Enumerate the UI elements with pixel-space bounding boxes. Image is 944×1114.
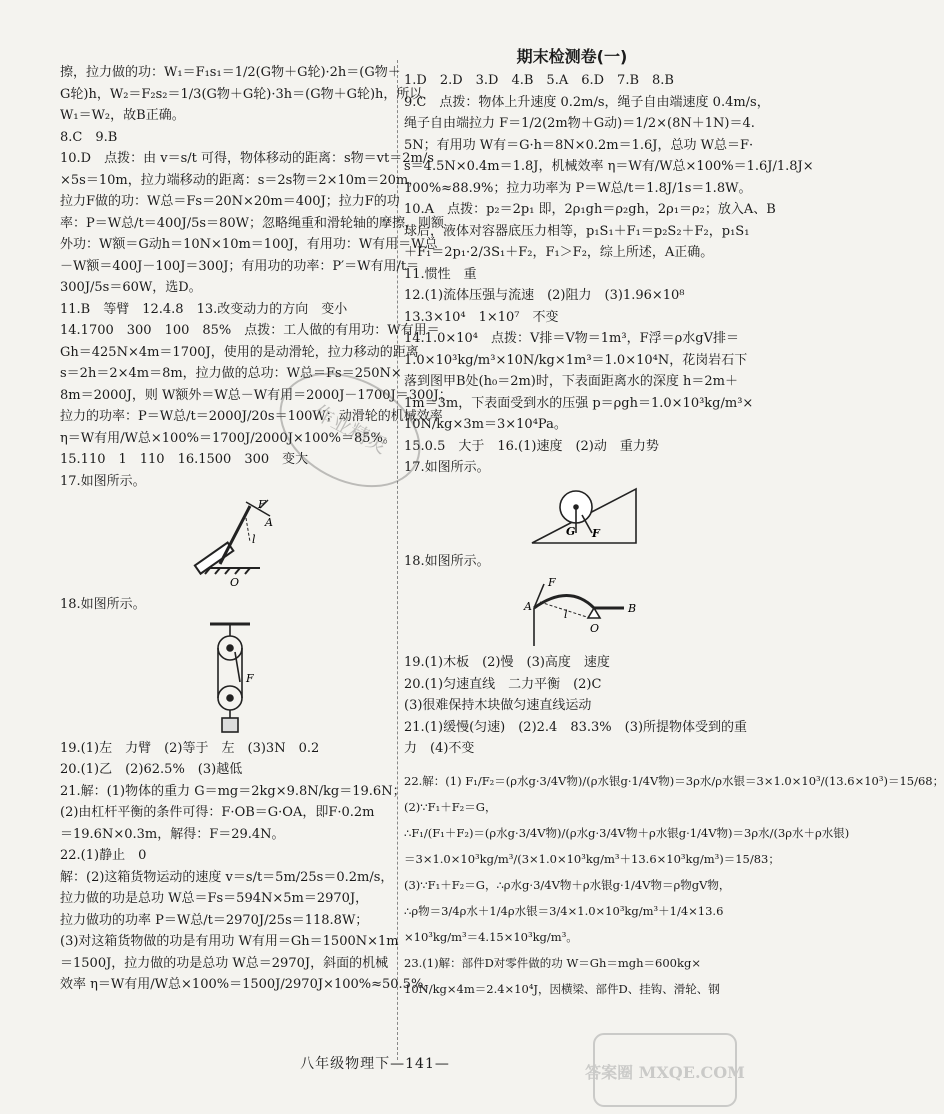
equation-line: (2)∵F₁＋F₂＝G， [404, 799, 497, 814]
text-line: 1m＝3m，下表面受到水的压强 p＝ρgh＝1.0×10³kg/m³× [404, 395, 754, 411]
text-line: 绳子自由端拉力 F＝1/2(2m物＋G动)＝1/2×(8N＋1N)＝4. [404, 116, 755, 131]
equation-line: 22.解：(1) F₁/F₂＝(ρ水g·3/4V物)/(ρ水银g·1/4V物)＝3ρ水/ρ水银＝3×1.0×10³/(13.6×10³)＝15/68； [404, 773, 944, 788]
equation-line: ＝3×1.0×10³kg/m³/(3×1.0×10³kg/m³＋13.6×10³kg/m³)＝15/83； [404, 851, 780, 866]
text-line: 1.D 2.D 3.D 4.B 5.A 6.D 7.B 8.B [404, 73, 674, 88]
text-line: 20.(1)乙 (2)62.5% (3)越低 [60, 762, 243, 777]
text-line: 外功：W额＝G动h＝10N×10m＝100J，有用功：W有用＝W总 [60, 237, 438, 252]
text-line: 14.1700 300 100 85% 点拨：工人做的有用功：W有用＝ [60, 323, 440, 338]
text-line: 1.0×10³kg/m³×10N/kg×1m³＝1.0×10⁴N，花岗岩石下 [404, 352, 748, 368]
stamp-text: 作业精灵 [309, 399, 392, 459]
right-text-block [404, 70, 814, 479]
text-line: 10.D 点拨：由 v＝s/t 可得，物体移动的距离：s物＝vt＝2m/s [60, 151, 434, 166]
text-line: 300J/5s＝60W，选D。 [60, 280, 202, 295]
label-A: A [265, 516, 273, 529]
text-line: (3)对这箱货物做的功是有用功 W有用＝Gh＝1500N×1m [60, 934, 399, 949]
text-line: η＝W有用/W总×100%＝1700J/2000J×100%＝85%。 [60, 430, 396, 446]
text-line: 力 (4)不变 [404, 741, 475, 756]
right-column [404, 44, 944, 1002]
section-title: 期末检测卷(一) [516, 47, 628, 66]
equation-line: 10N/kg×4m＝2.4×10⁴J，因横梁、部件D、挂钩、滑轮、钢 [404, 981, 720, 996]
label-A: A [524, 600, 532, 613]
label-F: F [258, 498, 266, 511]
left-text-block-2 [60, 738, 437, 996]
text-line: 擦，拉力做的功：W₁＝F₁s₁＝1/2(G物＋G轮)·2h＝(G物＋ [60, 65, 401, 80]
text-line: 17.如图所示。 [60, 473, 146, 489]
text-line: ＝1500J，拉力做的功是总功 W总＝2970J，斜面的机械 [60, 955, 389, 971]
lever-diagram-right18 [404, 578, 740, 648]
text-line: 效率 η＝W有用/W总×100%＝1500J/2970J×100%≈50.5%。 [60, 977, 437, 992]
label-l: l [564, 608, 568, 621]
text-line: 率：P＝W总/t＝400J/5s＝80W；忽略绳重和滑轮轴的摩擦，则额 [60, 215, 444, 231]
equation-line: ∴ρ物＝3/4ρ水＋1/4ρ水银＝3/4×1.0×10³kg/m³＋1/4×13.6 [404, 903, 724, 918]
text-line: 14.1.0×10⁴ 点拨：V排＝V物＝1m³，F浮＝ρ水gV排＝ [404, 331, 739, 346]
text-line: 拉力做的功是总功 W总＝Fs＝594N×5m＝2970J， [60, 891, 369, 906]
text-line: W₁＝W₂，故B正确。 [60, 108, 185, 123]
equation-line: ∴F₁/(F₁＋F₂)＝(ρ水g·3/4V物)/(ρ水g·3/4V物＋ρ水银g·1/4V物)＝3ρ水/(3ρ水＋ρ水银) [404, 825, 850, 840]
text-line: 100%≈88.9%；拉力功率为 P＝W总/t＝1.8J/1s＝1.8W。 [404, 180, 752, 196]
text-line: 19.(1)左 力臂 (2)等于 左 (3)3N 0.2 [60, 740, 320, 756]
text-line: －W额＝400J－100J＝300J；有用功的功率：P′＝W有用/t＝ [60, 258, 420, 274]
label-G: G [566, 524, 576, 538]
equation-line: 23.(1)解：部件D对零件做的功 W＝Gh＝mgh＝600kg× [404, 955, 701, 970]
text-line: 11.惯性 重 [404, 266, 477, 282]
text-line: 15.110 1 110 16.1500 300 变大 [60, 452, 309, 467]
text-line: 5N；有用功 W有＝G·h＝8N×0.2m＝1.6J，总功 W总＝F· [404, 137, 754, 153]
text-line: 17.如图所示。 [404, 460, 490, 475]
text-line: 拉力的功率：P＝W总/t＝2000J/20s＝100W；动滑轮的机械效率 [60, 409, 443, 424]
text-line: ＝19.6N×0.3m，解得：F＝29.4N。 [60, 826, 285, 842]
text-line: 21.(1)缓慢(匀速) (2)2.4 83.3% (3)所提物体受到的重 [404, 719, 748, 735]
text-line: 22.(1)静止 0 [60, 848, 147, 863]
text-line: 21.解：(1)物体的重力 G＝mg＝2kg×9.8N/kg＝19.6N； [60, 783, 406, 799]
text-line: s＝2h＝2×4m＝8m，拉力做的总功：W总＝Fs＝250N× [60, 366, 402, 381]
text-line: (2)由杠杆平衡的条件可得：F·OB＝G·OA，即F·0.2m [60, 805, 375, 820]
lever-diagram-left17 [60, 498, 390, 590]
text-line: 10N/kg×3m＝3×10⁴Pa。 [404, 417, 567, 432]
watermark-text: 答案圈 MXQE.COM [585, 1063, 745, 1082]
text-line: 拉力做功的功率 P＝W总/t＝2970J/25s＝118.8W； [60, 912, 369, 928]
text-line: 8.C 9.B [60, 129, 118, 145]
label-B: B [628, 602, 637, 615]
text-line: 12.(1)流体压强与流速 (2)阻力 (3)1.96×10⁸ [404, 288, 685, 303]
page-footer: 八年级物理下—141— [300, 1056, 450, 1072]
label-F: F [548, 576, 556, 589]
text-line: ×5s＝10m，拉力端移动的距离：s＝2s物＝2×10m＝20m， [60, 172, 422, 188]
text-line: Gh＝425N×4m＝1700J，使用的是动滑轮，拉力移动的距离 [60, 344, 419, 360]
text-line: 10.A 点拨：p₂＝2p₁ 即，2ρ₁gh＝ρ₂gh，2ρ₁＝ρ₂；放入A、B [404, 202, 776, 217]
text-line: s＝4.5N×0.4m＝1.8J，机械效率 η＝W有/W总×100%＝1.6J/1.8J× [404, 159, 814, 174]
text-line: 15.0.5 大于 16.(1)速度 (2)动 重力势 [404, 438, 659, 454]
text-line: 18.如图所示。 [404, 553, 490, 569]
text-line: 8m＝2000J，则 W额外＝W总－W有用＝2000J－1700J＝300J； [60, 387, 452, 403]
incline-diagram-right17 [404, 485, 740, 547]
right-equations [404, 768, 944, 1002]
text-line: 9.C 点拨：物体上升速度 0.2m/s，绳子自由端速度 0.4m/s， [404, 94, 770, 110]
label-O: O [590, 622, 600, 635]
label-F: F [246, 671, 254, 685]
equation-line: (3)∵F₁＋F₂＝G，∴ρ水g·3/4V物＋ρ水银g·1/4V物＝ρ物gV物， [404, 877, 731, 892]
text-line: 拉力F做的功：W总＝Fs＝20N×20m＝400J；拉力F的功 [60, 194, 400, 209]
text-line: ＋F₁＝2p₁·2/3S₁＋F₂，F₁＞F₂，综上所述，A正确。 [404, 245, 714, 260]
label-F: F [592, 526, 600, 540]
right-text-block-2 [404, 652, 748, 760]
label-O: O [230, 576, 240, 589]
text-line: 18.如图所示。 [60, 597, 146, 612]
column-divider [397, 60, 398, 1060]
text-line: 13.3×10⁴ 1×10⁷ 不变 [404, 309, 559, 325]
text-line: 19.(1)木板 (2)慢 (3)高度 速度 [404, 655, 610, 670]
text-line: 20.(1)匀速直线 二力平衡 (2)C [404, 676, 602, 692]
equation-line: ×10³kg/m³＝4.15×10³kg/m³。 [404, 929, 578, 944]
pulley-diagram-left18 [60, 622, 390, 734]
watermark-logo [585, 1030, 745, 1110]
text-line: 11.B 等臂 12.4.8 13.改变动力的方向 变小 [60, 301, 348, 317]
text-line: G轮)h，W₂＝F₂s₂＝1/3(G物＋G轮)·3h＝(G物＋G轮)h，所以 [60, 86, 423, 102]
text-line: 球后，液体对容器底压力相等，p₁S₁＋F₁＝p₂S₂＋F₂，p₁S₁ [404, 223, 750, 239]
text-line: (3)很难保持木块做匀速直线运动 [404, 698, 592, 713]
text-line: 解：(2)这箱货物运动的速度 v＝s/t＝5m/25s＝0.2m/s， [60, 869, 394, 885]
label-l: l [252, 533, 256, 546]
text-line: 落到图甲B处(h₀＝2m)时，下表面距离水的深度 h＝2m＋ [404, 374, 738, 389]
